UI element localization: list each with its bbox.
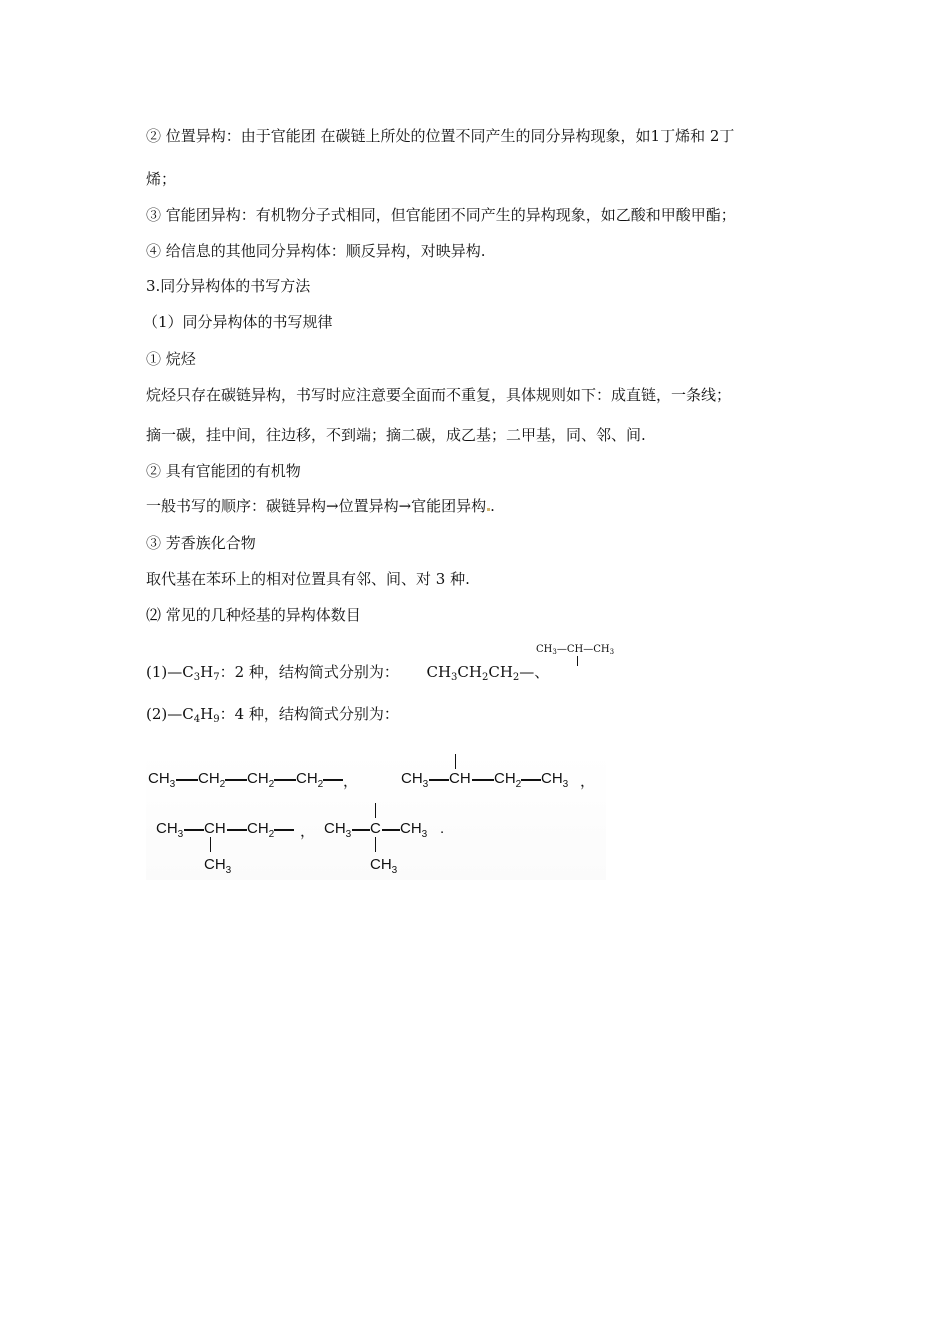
tert-butyl-vertical-bond-bottom — [375, 837, 376, 852]
c4h9-line — [146, 705, 399, 729]
sec-butyl-ch3-left: $CH_3$ — [401, 770, 429, 790]
iso-ch3-left: CH — [536, 644, 553, 655]
iso-ch3-right: CH — [593, 644, 610, 655]
c4h9-sub1: 4 — [193, 714, 201, 725]
c4h9-sub2: 9 — [213, 714, 220, 725]
n-butyl-ch3: $CH_3$ — [148, 770, 176, 790]
sec-butyl-comma: ， — [580, 773, 596, 790]
c4h9-prefix: (2)—C — [146, 705, 194, 723]
line-1: ② 位置异构：由于官能团 在碳链上所处的位置不同产生的同分异构现象，如1丁烯和 2丁 — [146, 127, 735, 145]
propyl-tail: —、 — [519, 663, 550, 681]
propyl-ch2b: CH — [488, 663, 513, 681]
isobutyl-bond-1 — [184, 829, 204, 831]
isobutyl-comma: ， — [300, 823, 316, 840]
c3h7-sub1: 3 — [193, 672, 201, 683]
n-butyl-ch2-2: $CH_2$ — [247, 770, 275, 790]
propyl-ch2a: CH — [457, 663, 482, 681]
iso-sub-right: 3 — [609, 648, 615, 656]
isopropyl-formula — [536, 642, 614, 660]
c3h7-sub2: 7 — [213, 672, 220, 683]
propyl-ch3: CH — [426, 663, 452, 681]
tert-butyl-ch3-bottom: $CH_3$ — [370, 856, 398, 876]
tert-butyl-bond-1 — [352, 829, 370, 831]
alkane-rule-2: 摘一碳，挂中间，往边移，不到端；摘二碳，成乙基；二甲基，同、邻、间. — [146, 426, 646, 444]
c3h7-line — [146, 663, 549, 687]
order-text: 一般书写的顺序：碳链异构→位置异构→官能团异构 — [146, 497, 487, 515]
n-butyl-ch2-1: $CH_2$ — [198, 770, 226, 790]
line-2: 烯； — [146, 170, 177, 188]
tert-butyl-ch3-right: $CH_3$ — [400, 820, 428, 840]
functional-heading: ② 具有官能团的有机物 — [146, 462, 301, 480]
tert-butyl-period: . — [440, 820, 445, 837]
order-line — [146, 497, 495, 515]
n-butyl-ch2-3: $CH_2$ — [296, 770, 324, 790]
order-tail: . — [490, 497, 495, 515]
tert-butyl-c: C — [370, 820, 381, 837]
sec-butyl-bond-3 — [521, 779, 541, 781]
sec-butyl-bond-2 — [472, 779, 494, 781]
alkane-heading: ① 烷烃 — [146, 350, 196, 368]
sec-butyl-ch3-right: $CH_3$ — [541, 770, 569, 790]
c3h7-prefix: (1)—C — [146, 663, 194, 681]
alkane-rule-1: 烷烃只存在碳链异构，书写时应注意要全面而不重复，具体规则如下：成直链，一条线； — [146, 386, 732, 404]
iso-ch: —CH— — [556, 644, 594, 655]
hydrocarbyl-heading: ⑵ 常见的几种烃基的异构体数目 — [146, 606, 361, 624]
aromatic-text: 取代基在苯环上的相对位置具有邻、间、对 3 种. — [146, 570, 470, 588]
tert-butyl-bond-2 — [382, 829, 400, 831]
isobutyl-ch3-left: $CH_3$ — [156, 820, 184, 840]
n-butyl-comma: ， — [343, 773, 359, 790]
n-butyl-bond-1 — [176, 779, 198, 781]
line-3: ③ 官能团异构：有机物分子式相同，但官能团不同产生的异构现象，如乙酸和甲酸甲酯； — [146, 206, 736, 224]
isobutyl-ch: CH — [204, 820, 226, 837]
isobutyl-ch2: $CH_2$ — [247, 820, 275, 840]
c4h9-desc: ：4 种，结构简式分别为： — [219, 705, 399, 723]
n-butyl-bond-3 — [274, 779, 296, 781]
c3h7-desc: ：2 种，结构简式分别为： — [219, 663, 399, 681]
c3h7-h: H — [200, 663, 214, 681]
isobutyl-bond-2 — [227, 829, 247, 831]
propyl-sub2: 2 — [481, 672, 489, 683]
tert-butyl-vertical-bond-top — [375, 803, 376, 818]
aromatic-heading: ③ 芳香族化合物 — [146, 534, 256, 552]
line-4: ④ 给信息的其他同分异构体：顺反异构，对映异构. — [146, 242, 486, 260]
isopropyl-bond — [577, 656, 578, 666]
n-butyl-bond-4 — [323, 779, 343, 781]
sec-butyl-ch: CH — [449, 770, 471, 787]
sec-butyl-bond-1 — [429, 779, 449, 781]
propyl-sub3: 2 — [512, 672, 520, 683]
subheading-1: （1）同分异构体的书写规律 — [143, 313, 333, 331]
n-butyl-bond-2 — [225, 779, 247, 781]
sec-butyl-ch2: $CH_2$ — [494, 770, 522, 790]
tert-butyl-ch3-left: $CH_3$ — [324, 820, 352, 840]
propyl-sub1: 3 — [451, 672, 458, 683]
iso-sub-left: 3 — [552, 648, 557, 656]
isobutyl-ch3-bottom: $CH_3$ — [204, 856, 232, 876]
isobutyl-bond-3 — [274, 829, 294, 831]
c4h9-h: H — [200, 705, 214, 723]
section-heading-3: 3.同分异构体的书写方法 — [146, 277, 311, 295]
sec-butyl-vertical-bond — [455, 754, 456, 769]
isobutyl-vertical-bond — [210, 837, 211, 852]
